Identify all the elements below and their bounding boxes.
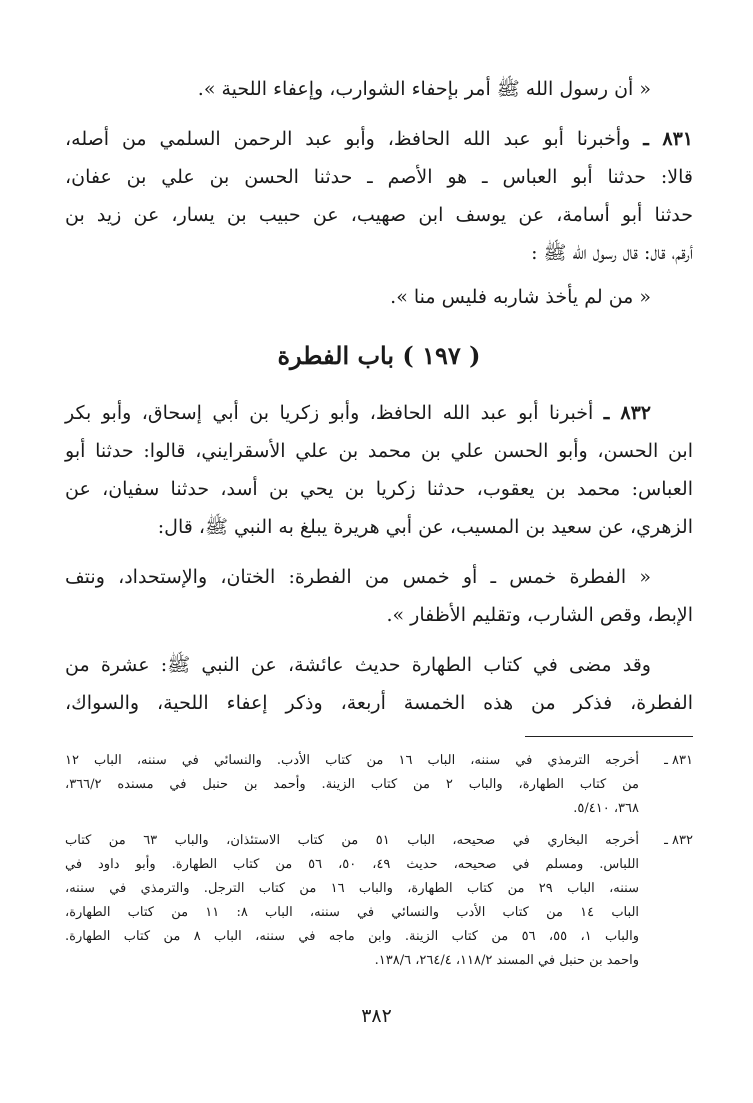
- hadith-832-text: أخبرنا أبو عبد الله الحافظ، وأبو زكريا بن أبي إسحاق، وأبو بكر: [65, 402, 594, 424]
- footnote-832-line-2: اللباس. ومسلم في صحيحه، حديث ٤٩، ٥٠، ٥٦ من كتاب الطهارة. وأبو داود في: [65, 857, 640, 872]
- commentary-line-1: وقد مضى في كتاب الطهارة حديث عائشة، عن النبي ﷺ: عشرة من: [65, 654, 651, 676]
- footnote-832-line-4: الباب ١٤ من كتاب الأدب والنسائي في سننه، الباب ٨: ١١ من كتاب الطهارة،: [65, 905, 640, 920]
- hadith-832-line-3: العباس: محمد بن يعقوب، حدثنا زكريا بن يحي بن أسد، حدثنا سفيان، عن: [65, 478, 693, 500]
- hadith-831-text: وأخبرنا أبو عبد الله الحافظ، وأبو عبد الرحمن السلمي من أصله،: [65, 128, 631, 150]
- footnote-832-line-6: واحمد بن حنبل في المسند ١١٨/٢، ٢٦٤/٤، ١٣٨/٦.: [374, 953, 639, 968]
- footnote-divider: [525, 736, 693, 737]
- footnote-831-line-2: من كتاب الطهارة، والباب ٢ من كتاب الزينة. وأحمد بن حنبل في مسنده ٣٦٦/٢،: [65, 777, 639, 792]
- footnote-832-line-1: أخرجه البخاري في صحيحه، الباب ٥١ من كتاب الاستئذان، والباب ٦٣ من كتاب: [65, 833, 640, 848]
- footnote-831-line-3: ٣٦٨، ٥/٤١٠.: [573, 801, 639, 816]
- hadith-832-quote-line-1: « الفطرة خمس ـ أو خمس من الفطرة: الختان، والإستحداد، ونتف: [65, 566, 651, 588]
- hadith-832-line-4: الزهري، عن سعيد بن المسيب، عن أبي هريرة يبلغ به النبي ﷺ، قال:: [157, 516, 693, 538]
- hadith-832-number: ٨٣٢ ـ: [603, 402, 652, 424]
- footnote-831: [65, 749, 693, 821]
- hadith-831-quote: « من لم يأخذ شاربه فليس منا ».: [390, 286, 651, 308]
- hadith-832-quote-line-2: الإبط، وقص الشارب، وتقليم الأظفار ».: [386, 604, 693, 626]
- commentary-line-2: الفطرة، فذكر من هذه الخمسة أربعة، وذكر إعفاء اللحية، والسواك،: [65, 692, 693, 714]
- hadith-831-line-4: أرقم، قال: قال رسول الله ﷺ :: [531, 242, 693, 264]
- footnote-832-number: ٨٣٢ ـ: [664, 833, 693, 848]
- hadith-831-line-3: حدثنا أبو أسامة، عن يوسف ابن صهيب، عن حبيب بن يسار، عن زيد بن: [65, 204, 693, 226]
- footnote-832: [65, 829, 693, 973]
- hadith-830-quote: « أن رسول الله ﷺ أمر بإحفاء الشوارب، وإعفاء اللحية ».: [197, 78, 651, 100]
- footnote-832-line-5: والباب ١، ٥٥، ٥٦ من كتاب الزينة. وابن ماجه في سننه، الباب ٨ من كتاب الطهارة.: [65, 929, 640, 944]
- chapter-heading: ( ١٩٧ ) باب الفطرة: [277, 341, 481, 370]
- footnote-831-number: ٨٣١ ـ: [664, 753, 693, 768]
- hadith-832-line-2: ابن الحسن، وأبو الحسن علي بن محمد بن علي الأسقرايني، قالوا: حدثنا أبو: [65, 440, 693, 462]
- hadith-831-line-2: قالا: حدثنا أبو العباس ـ هو الأصم ـ حدثنا الحسن بن علي بن عفان،: [65, 166, 693, 188]
- footnote-831-line-1: أخرجه الترمذي في سننه، الباب ١٦ من كتاب الأدب. والنسائي في سننه، الباب ١٢: [65, 753, 639, 768]
- hadith-831-number: ٨٣١ ـ: [643, 128, 693, 150]
- hadith-832-line-1: [65, 394, 693, 432]
- footnote-832-line-3: سننه، الباب ٢٩ من كتاب الطهارة، والباب ١٦ من كتاب الترجل. والترمذي في سننه،: [65, 881, 639, 896]
- hadith-831-line-1: [65, 120, 693, 158]
- page-number: ٣٨٢: [361, 1005, 392, 1027]
